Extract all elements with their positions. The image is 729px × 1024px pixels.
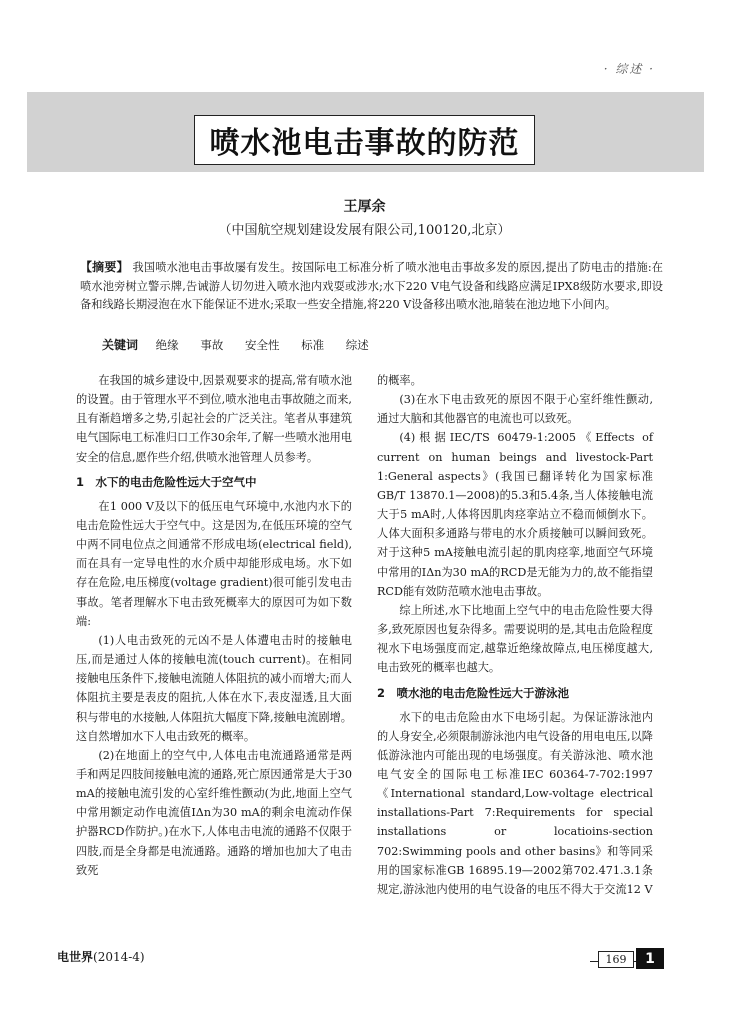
- section-heading-1: 1 水下的电击危险性远大于空气中: [76, 474, 257, 489]
- title-box: [194, 115, 535, 165]
- paragraph: 在1 000 V及以下的低压电气环境中,水池内水下的电击危险性远大于空气中。这是因为,在低压环境的空气中两不同电位点之间通常不形成电场(electrical field),而在具有一定导电性的水介质中却能形成电场。水下如存在危险,电压梯度(voltage gradient)很可能引发电击事故。笔者理解水下电击致死概率大的原因可为如下数端:: [76, 499, 352, 628]
- magazine-name: 电世界: [57, 950, 94, 964]
- keyword: 综述: [345, 338, 369, 352]
- author-affiliation: （中国航空规划建设发展有限公司,100120,北京）: [218, 223, 511, 238]
- magazine-issue: (2014-4): [93, 950, 145, 964]
- left-column: [76, 371, 352, 880]
- keyword: 标准: [301, 338, 325, 352]
- section-heading-2: 2 喷水池的电击危险性远大于游泳池: [377, 685, 569, 700]
- paragraph: (2)在地面上的空气中,人体电击电流通路通常是两手和两足四肢间接触电流的通路,死亡原因通常是大于30 mA的接触电流引发的心室纤维性颤动(为此,地面上空气中常用额定动作电流值IΔn为30 mA的剩余电流动作保护器RCD作防护。)在水下,人体电击电流的通路不仅限于四肢,而是全身都是电流通路。通路的增加也加大了电击致死: [76, 748, 352, 877]
- paragraph: (1)人电击致死的元凶不是人体遭电击时的接触电压,而是通过人体的接触电流(touch current)。在相同接触电压条件下,接触电流随人体阻抗的减小而增大;而人体阻抗主要是表皮的阻抗,人体在水下,表皮湿透,且大面积与带电的水接触,人体阻抗大幅度下降,接触电流剧增。这自然增加水下人电击致死的概率。: [76, 633, 352, 743]
- abstract-label: 【摘要】: [80, 260, 129, 274]
- abstract-text: 我国喷水池电击事故屡有发生。按国际电工标准分析了喷水池电击事故多发的原因,提出了防电击的措施:在喷水池旁树立警示牌,告诫游人切勿进入喷水池内戏耍或涉水;水下220 V电气设备和线路应满足IPX8级防水要求,即设备和线路长期浸泡在水下能保证不进水;采取一些安全措施,将220 V设备移出喷水池,暗装在池边地下小间内。: [80, 261, 663, 311]
- author-name: 王厚余: [343, 199, 386, 215]
- keyword: 绝缘: [155, 338, 179, 352]
- footer-magazine: [57, 948, 145, 965]
- abstract: [80, 258, 663, 315]
- article-title: 喷水池电击事故的防范: [209, 126, 520, 161]
- keywords: [102, 336, 387, 353]
- paragraph: 水下的电击危险由水下电场引起。为保证游泳池内的人身安全,必须限制游泳池内电气设备的用电电压,以降低游泳池内可能出现的电场强度。有关游泳池、喷水池电气安全的国际电工标准IEC 60364-7-702:1997《International standard,Low-voltage electrical installations-Part 7:Requirements for special installations or locatioins-section 702:Swimming pools and other basins》和等同采用的国家标准GB 16895.19—2002第702.471.3.1条规定,游泳池内使用的电气设备的电压不得大于交流12 V: [377, 710, 653, 896]
- page-number: 169: [598, 951, 634, 968]
- paragraph: 在我国的城乡建设中,因景观要求的提高,常有喷水池的设置。由于管理水平不到位,喷水池电击事故随之而来,且有渐趋增多之势,引起社会的广泛关注。笔者从事建筑电气国际电工标准归口工作30余年,了解一些喷水池用电安全的信息,愿作些介绍,供喷水池管理人员参考。: [76, 374, 352, 464]
- issue-number-tab: 1: [636, 948, 664, 969]
- keyword: 安全性: [244, 338, 280, 352]
- keywords-label: 关键词: [102, 338, 139, 352]
- right-column: [377, 371, 653, 899]
- section-tag: · 综述 ·: [603, 62, 655, 76]
- keyword: 事故: [200, 338, 224, 352]
- paragraph: 综上所述,水下比地面上空气中的电击危险性要大得多,致死原因也复杂得多。需要说明的是,其电击危险程度视水下电场强度而定,越靠近绝缘故障点,电压梯度越大,电击致死的概率也越大。: [377, 603, 653, 675]
- paragraph: (3)在水下电击致死的原因不限于心室纤维性颤动,通过大脑和其他器官的电流也可以致死。: [377, 393, 653, 426]
- paragraph: 的概率。: [377, 374, 422, 387]
- paragraph: (4)根据IEC/TS 60479-1:2005《Effects of current on human beings and livestock-Part 1:General aspects》(我国已翻译转化为国家标准GB/T 13870.1—2008)的5.3和5.4条,当人体接触电流大于5 mA时,人体将因肌肉痉挛站立不稳而倾倒水下。人体大面积多通路与带电的水介质接触可以瞬间致死。对于这种5 mA接触电流引起的肌肉痉挛,地面空气环境中常用的IΔn为30 mA的RCD是无能为力的,故不能指望RCD能有效防范喷水池电击事故。: [377, 431, 653, 598]
